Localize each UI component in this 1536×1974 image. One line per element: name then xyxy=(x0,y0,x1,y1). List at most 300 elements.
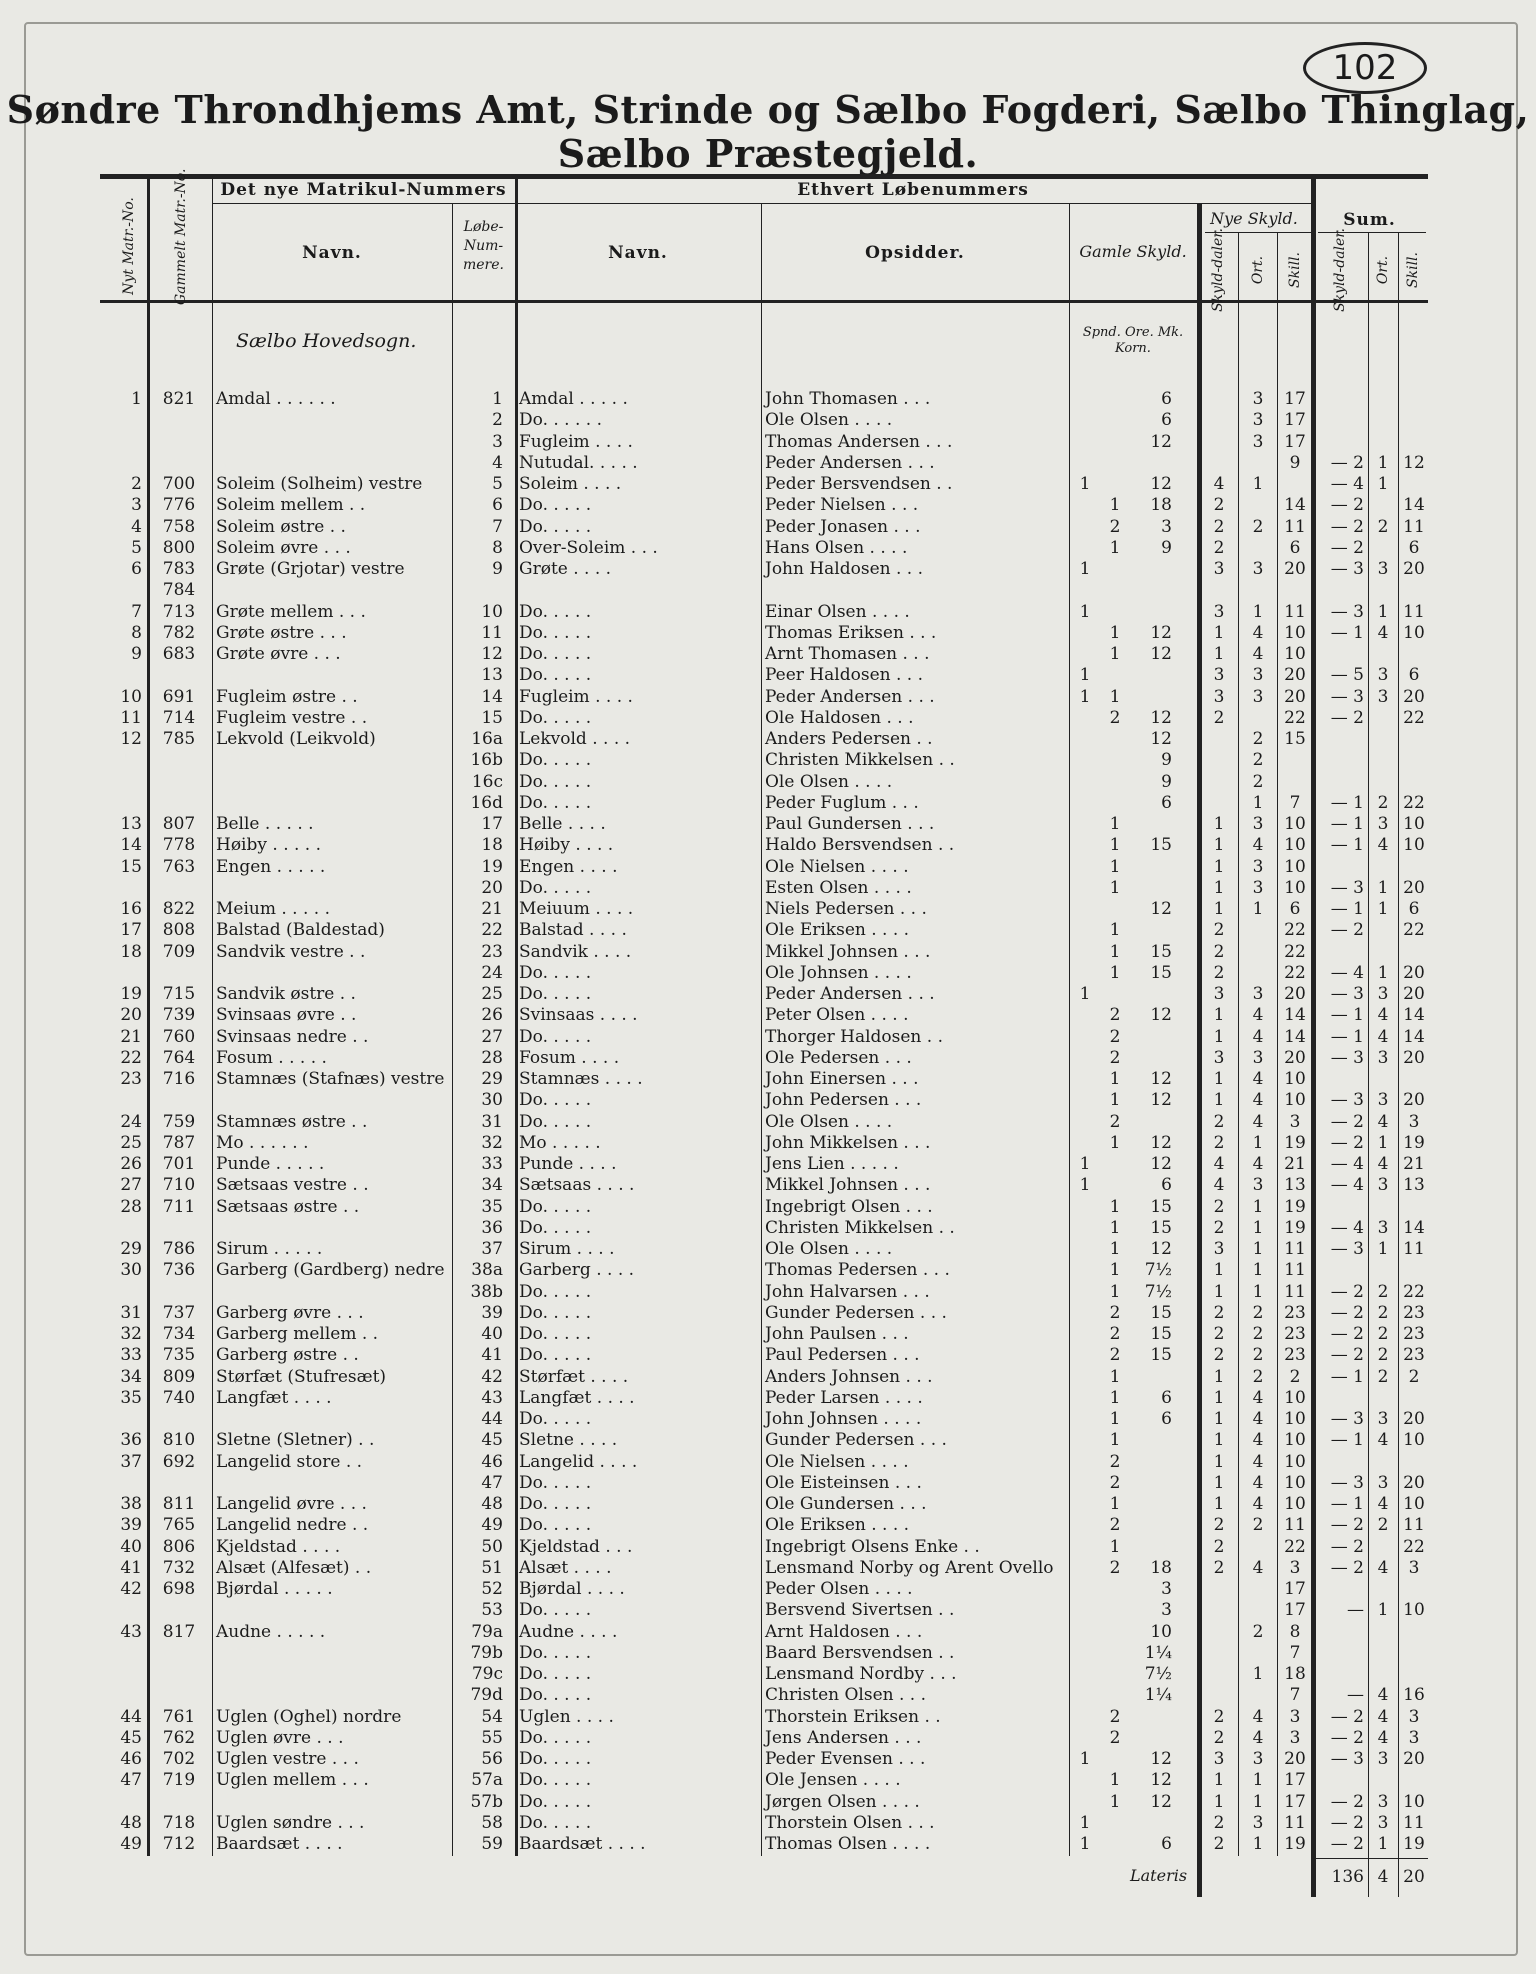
cell-lobe-nummer: 33 xyxy=(481,1154,503,1174)
cell-lobe-navn: Do. . . . . xyxy=(519,1217,592,1238)
cell-gamle-mk: 12 xyxy=(1150,1132,1172,1153)
cell-gamle-spnd: 1 xyxy=(1079,1834,1091,1854)
cell-nye-ort: 3 xyxy=(1252,984,1264,1004)
cell-nye-daler: 1 xyxy=(1213,1005,1225,1026)
cell-sum-ort: 2 xyxy=(1377,1324,1389,1344)
cell-nye-ort: 3 xyxy=(1252,1749,1264,1769)
cell-nye-ort: 2 xyxy=(1252,1345,1264,1366)
cell-nye-skill: 17 xyxy=(1284,431,1306,452)
cell-opsidder: Haldo Bersvendsen . . xyxy=(765,835,955,856)
cell-nye-daler: 2 xyxy=(1213,1345,1225,1366)
cell-lobe-nummer: 10 xyxy=(481,601,503,622)
cell-gamle-ore: 1 xyxy=(1109,1090,1121,1111)
cell-nyt-matr-no: 39 xyxy=(120,1515,142,1536)
cell-lobe-navn: Do. . . . . xyxy=(519,1664,592,1684)
header-navn-1: Navn. xyxy=(302,243,362,263)
cell-lobe-navn: Do. . . . . xyxy=(519,1685,592,1706)
cell-lobe-nummer: 51 xyxy=(481,1557,503,1578)
cell-opsidder: Thorstein Olsen . . . xyxy=(765,1812,935,1833)
cell-nyt-matr-no: 36 xyxy=(120,1430,142,1451)
page-number: 102 xyxy=(1303,42,1427,94)
cell-lobe-navn: Fugleim . . . . xyxy=(519,431,633,452)
cell-gamle-ore: 1 xyxy=(1109,1260,1121,1281)
cell-gammelt-matr-no: 800 xyxy=(162,537,196,558)
cell-lobe-nummer: 79b xyxy=(470,1642,503,1663)
cell-sum-ort: 2 xyxy=(1377,792,1389,813)
cell-gard-navn: Uglen mellem . . . xyxy=(216,1770,369,1791)
cell-sum-ort: 4 xyxy=(1377,1494,1389,1514)
cell-nye-skill: 11 xyxy=(1284,1260,1306,1281)
cell-gamle-ore: 1 xyxy=(1109,962,1121,983)
cell-nye-skill: 22 xyxy=(1284,941,1306,962)
cell-lobe-navn: Engen . . . . xyxy=(519,856,618,877)
cell-nye-daler: 2 xyxy=(1213,707,1225,728)
cell-lobe-nummer: 20 xyxy=(481,877,503,898)
cell-gard-navn: Meium . . . . . xyxy=(216,899,331,919)
cell-nye-skill: 10 xyxy=(1284,814,1306,834)
cell-gamle-ore: 2 xyxy=(1109,1345,1121,1366)
cell-gard-navn: Kjeldstad . . . . xyxy=(216,1536,341,1557)
cell-lobe-navn: Do. . . . . xyxy=(519,1642,592,1663)
cell-nye-skill: 23 xyxy=(1284,1302,1306,1323)
cell-gamle-ore: 1 xyxy=(1109,1494,1121,1514)
cell-sum-ort: 2 xyxy=(1377,516,1389,537)
cell-gard-navn: Størfæt (Stufresæt) xyxy=(216,1366,387,1387)
cell-nye-ort: 2 xyxy=(1252,1366,1264,1387)
cell-sum-daler: — 3 xyxy=(1330,601,1364,622)
cell-sum-skill: 16 xyxy=(1403,1685,1425,1706)
cell-opsidder: John Pedersen . . . xyxy=(765,1090,922,1111)
cell-lobe-nummer: 56 xyxy=(481,1749,503,1769)
cell-lobe-navn: Do. . . . . xyxy=(519,1770,592,1791)
cell-nye-daler: 2 xyxy=(1213,920,1225,941)
header-ort-1: Ort. xyxy=(1250,255,1266,285)
cell-nye-skill: 18 xyxy=(1284,1664,1306,1684)
cell-nyt-matr-no: 1 xyxy=(131,389,142,409)
cell-opsidder: Bersvend Sivertsen . . xyxy=(765,1600,955,1621)
cell-gamle-ore: 1 xyxy=(1109,856,1121,877)
cell-sum-daler: — 2 xyxy=(1330,920,1364,941)
cell-gamle-mk: 12 xyxy=(1150,899,1172,919)
cell-gamle-ore: 2 xyxy=(1109,1557,1121,1578)
col-divider-6 xyxy=(1069,203,1070,1856)
cell-gard-navn: Grøte øvre . . . xyxy=(216,644,341,664)
cell-nye-ort: 1 xyxy=(1252,1791,1264,1812)
cell-gard-navn: Garberg øvre . . . xyxy=(216,1302,364,1323)
cell-nye-daler: 2 xyxy=(1213,1727,1225,1748)
cell-nye-ort: 4 xyxy=(1252,1706,1264,1727)
cell-nye-daler: 2 xyxy=(1213,1812,1225,1833)
cell-gard-navn: Sætsaas østre . . xyxy=(216,1196,360,1217)
cell-sum-ort: 3 xyxy=(1377,1409,1389,1429)
cell-sum-ort: 3 xyxy=(1377,1175,1389,1196)
header-skill-1: Skill. xyxy=(1287,252,1303,288)
cell-lobe-navn: Do. . . . . xyxy=(519,1302,592,1323)
cell-lobe-navn: Do. . . . . xyxy=(519,1600,592,1621)
cell-sum-ort: 3 xyxy=(1377,1812,1389,1833)
cell-gamle-mk: 6 xyxy=(1161,410,1172,431)
cell-sum-daler: — 1 xyxy=(1330,792,1364,813)
cell-gammelt-matr-no: 817 xyxy=(162,1621,196,1642)
cell-gamle-mk: 18 xyxy=(1150,495,1172,516)
cell-lobe-nummer: 38a xyxy=(471,1260,503,1281)
cell-nye-ort: 1 xyxy=(1252,1770,1264,1791)
cell-lobe-nummer: 5 xyxy=(492,474,503,494)
cell-nyt-matr-no: 27 xyxy=(120,1175,142,1196)
cell-sum-skill: 6 xyxy=(1408,665,1420,686)
cell-nyt-matr-no: 18 xyxy=(120,941,142,962)
cell-nye-daler: 1 xyxy=(1213,1494,1225,1514)
cell-nye-skill: 10 xyxy=(1284,835,1306,856)
cell-nye-skill: 9 xyxy=(1289,452,1301,473)
cell-sum-daler: — 2 xyxy=(1330,1557,1364,1578)
cell-sum-ort: 1 xyxy=(1377,1834,1389,1854)
cell-nye-skill: 20 xyxy=(1284,665,1306,686)
cell-gammelt-matr-no: 718 xyxy=(162,1812,196,1833)
cell-nye-ort: 3 xyxy=(1252,877,1264,898)
cell-gamle-ore: 2 xyxy=(1109,1111,1121,1132)
cell-sum-daler: — 1 xyxy=(1330,1494,1364,1514)
cell-lobe-navn: Do. . . . . xyxy=(519,1090,592,1111)
cell-lobe-navn: Do. . . . . xyxy=(519,1727,592,1748)
cell-sum-skill: 20 xyxy=(1403,984,1425,1004)
cell-gamle-mk: 12 xyxy=(1150,1749,1172,1769)
cell-gammelt-matr-no: 786 xyxy=(162,1239,196,1259)
cell-nye-ort: 2 xyxy=(1252,771,1264,792)
cell-nye-skill: 19 xyxy=(1284,1132,1306,1153)
cell-nye-ort: 4 xyxy=(1252,1005,1264,1026)
cell-lobe-nummer: 54 xyxy=(481,1706,503,1727)
cell-opsidder: Christen Olsen . . . xyxy=(765,1685,927,1706)
cell-sum-skill: 22 xyxy=(1403,1281,1425,1302)
cell-nye-daler: 2 xyxy=(1213,1557,1225,1578)
cell-gamle-ore: 1 xyxy=(1109,644,1121,664)
cell-opsidder: Peder Evensen . . . xyxy=(765,1749,926,1769)
cell-opsidder: Peder Andersen . . . xyxy=(765,686,935,707)
cell-nye-skill: 10 xyxy=(1284,1430,1306,1451)
header-navn-2: Navn. xyxy=(608,243,668,263)
cell-gard-navn: Garberg mellem . . xyxy=(216,1324,379,1344)
cell-sum-daler: — 1 xyxy=(1330,622,1364,643)
cell-gamle-mk: 12 xyxy=(1150,622,1172,643)
cell-opsidder: Gunder Pedersen . . . xyxy=(765,1302,947,1323)
cell-lobe-nummer: 17 xyxy=(481,814,503,834)
cell-gamle-mk: 15 xyxy=(1150,1302,1172,1323)
cell-sum-daler: — 2 xyxy=(1330,516,1364,537)
cell-gamle-mk: 3 xyxy=(1161,1579,1172,1599)
cell-nye-daler: 2 xyxy=(1213,516,1225,537)
cell-sum-skill: 3 xyxy=(1408,1706,1420,1727)
cell-gamle-mk: 6 xyxy=(1161,1834,1172,1854)
cell-nye-skill: 10 xyxy=(1284,644,1306,664)
cell-lobe-navn: Sirum . . . . xyxy=(519,1239,615,1259)
cell-gamle-spnd: 1 xyxy=(1079,1749,1091,1769)
cell-nye-ort: 1 xyxy=(1252,899,1264,919)
cell-gamle-mk: 1¼ xyxy=(1144,1685,1172,1706)
cell-gammelt-matr-no: 785 xyxy=(162,729,196,749)
cell-lobe-nummer: 16b xyxy=(470,750,503,771)
cell-gammelt-matr-no: 702 xyxy=(162,1749,196,1769)
cell-nyt-matr-no: 25 xyxy=(120,1132,142,1153)
cell-nye-daler: 2 xyxy=(1213,962,1225,983)
cell-nye-ort: 4 xyxy=(1252,1387,1264,1408)
cell-lobe-navn: Mo . . . . . xyxy=(519,1132,601,1153)
cell-nye-skill: 22 xyxy=(1284,1536,1306,1557)
cell-lobe-nummer: 46 xyxy=(481,1451,503,1472)
cell-gamle-ore: 1 xyxy=(1109,537,1121,558)
cell-nye-skill: 10 xyxy=(1284,1069,1306,1089)
cell-lobe-navn: Do. . . . . xyxy=(519,750,592,771)
cell-lobe-navn: Uglen . . . . xyxy=(519,1706,614,1727)
cell-sum-daler: — 2 xyxy=(1330,1834,1364,1854)
cell-nye-ort: 4 xyxy=(1252,1090,1264,1111)
cell-sum-daler: — 3 xyxy=(1330,877,1364,898)
header-det-nye-matrikul-nummers: Det nye Matrikul-Nummers xyxy=(220,180,507,200)
cell-lobe-nummer: 26 xyxy=(481,1005,503,1026)
cell-nye-skill: 11 xyxy=(1284,1812,1306,1833)
cell-nyt-matr-no: 6 xyxy=(131,559,142,579)
cell-nye-ort: 1 xyxy=(1252,792,1264,813)
cell-lobe-nummer: 9 xyxy=(492,559,503,579)
cell-nye-skill: 2 xyxy=(1289,1366,1301,1387)
cell-gammelt-matr-no: 713 xyxy=(162,601,196,622)
cell-gammelt-matr-no: 712 xyxy=(162,1834,196,1854)
cell-opsidder: Anders Johnsen . . . xyxy=(765,1366,933,1387)
cell-nye-skill: 6 xyxy=(1289,537,1301,558)
cell-gamle-mk: 3 xyxy=(1161,516,1172,537)
total-skill: 20 xyxy=(1403,1867,1425,1887)
parish-heading: Sælbo Hovedsogn. xyxy=(236,330,417,352)
cell-nyt-matr-no: 28 xyxy=(120,1196,142,1217)
cell-lobe-nummer: 27 xyxy=(481,1026,503,1047)
cell-gamle-mk: 12 xyxy=(1150,1069,1172,1089)
cell-nye-ort: 2 xyxy=(1252,1515,1264,1536)
cell-nyt-matr-no: 49 xyxy=(120,1834,142,1854)
cell-opsidder: Einar Olsen . . . . xyxy=(765,601,910,622)
cell-gammelt-matr-no: 821 xyxy=(162,389,196,409)
cell-nye-ort: 2 xyxy=(1252,729,1264,749)
cell-nye-skill: 20 xyxy=(1284,1749,1306,1769)
cell-lobe-navn: Do. . . . . xyxy=(519,962,592,983)
cell-nye-daler: 1 xyxy=(1213,1430,1225,1451)
cell-gard-navn: Engen . . . . . xyxy=(216,856,326,877)
cell-nyt-matr-no: 11 xyxy=(120,707,142,728)
cell-gamle-ore: 1 xyxy=(1109,814,1121,834)
cell-gamle-spnd: 1 xyxy=(1079,474,1091,494)
total-ort: 4 xyxy=(1377,1867,1389,1887)
cell-sum-daler: — 1 xyxy=(1330,1026,1364,1047)
cell-gammelt-matr-no: 762 xyxy=(162,1727,196,1748)
cell-gamle-spnd: 1 xyxy=(1079,686,1091,707)
cell-nye-skill: 17 xyxy=(1284,1600,1306,1621)
cell-lobe-navn: Do. . . . . xyxy=(519,1791,592,1812)
cell-gard-navn: Uglen (Oghel) nordre xyxy=(216,1706,402,1727)
cell-opsidder: Mikkel Johnsen . . . xyxy=(765,1175,931,1196)
cell-nye-daler: 1 xyxy=(1213,877,1225,898)
cell-gard-navn: Audne . . . . . xyxy=(216,1621,326,1642)
cell-lobe-navn: Lekvold . . . . xyxy=(519,729,631,749)
cell-gamle-mk: 15 xyxy=(1150,941,1172,962)
cell-nye-skill: 10 xyxy=(1284,877,1306,898)
cell-gamle-mk: 15 xyxy=(1150,962,1172,983)
cell-sum-daler: — 4 xyxy=(1330,474,1364,494)
cell-gammelt-matr-no: 759 xyxy=(162,1111,196,1132)
cell-gammelt-matr-no: 763 xyxy=(162,856,196,877)
cell-lobe-navn: Do. . . . . xyxy=(519,516,592,537)
cell-lobe-nummer: 41 xyxy=(481,1345,503,1366)
cell-lobe-nummer: 50 xyxy=(481,1536,503,1557)
cell-nye-daler: 3 xyxy=(1213,1749,1225,1769)
cell-gamle-mk: 9 xyxy=(1161,537,1172,558)
cell-gamle-mk: 12 xyxy=(1150,1154,1172,1174)
cell-gammelt-matr-no: 809 xyxy=(162,1366,196,1387)
cell-sum-daler: — 3 xyxy=(1330,1090,1364,1111)
cell-sum-skill: 3 xyxy=(1408,1727,1420,1748)
cell-opsidder: Ingebrigt Olsens Enke . . xyxy=(765,1536,980,1557)
cell-opsidder: John Mikkelsen . . . xyxy=(765,1132,931,1153)
cell-sum-daler: — 3 xyxy=(1330,1472,1364,1493)
cell-nye-ort: 4 xyxy=(1252,1111,1264,1132)
cell-gard-navn: Soleim østre . . xyxy=(216,516,346,537)
cell-gard-navn: Svinsaas øvre . . xyxy=(216,1005,357,1026)
cell-lobe-nummer: 21 xyxy=(481,899,503,919)
col-divider-8 xyxy=(1238,232,1239,1856)
cell-sum-daler: — 2 xyxy=(1330,537,1364,558)
cell-lobe-nummer: 34 xyxy=(481,1175,503,1196)
cell-opsidder: Peer Haldosen . . . xyxy=(765,665,923,686)
cell-opsidder: Ole Olsen . . . . xyxy=(765,410,893,431)
cell-gamle-mk: 12 xyxy=(1150,729,1172,749)
cell-opsidder: Christen Mikkelsen . . xyxy=(765,1217,955,1238)
cell-gard-navn: Langelid nedre . . xyxy=(216,1515,369,1536)
cell-gammelt-matr-no: 698 xyxy=(162,1579,196,1599)
cell-gamle-mk: 12 xyxy=(1150,1005,1172,1026)
cell-gammelt-matr-no: 737 xyxy=(162,1302,196,1323)
cell-lobe-navn: Do. . . . . xyxy=(519,1812,592,1833)
cell-gamle-mk: 3 xyxy=(1161,1600,1172,1621)
cell-gamle-ore: 2 xyxy=(1109,1515,1121,1536)
cell-nye-daler: 3 xyxy=(1213,559,1225,579)
cell-lobe-nummer: 44 xyxy=(481,1409,503,1429)
cell-nye-skill: 14 xyxy=(1284,495,1306,516)
cell-lobe-nummer: 58 xyxy=(481,1812,503,1833)
cell-nyt-matr-no: 26 xyxy=(120,1154,142,1174)
cell-gamle-mk: 7½ xyxy=(1144,1664,1172,1684)
cell-gamle-ore: 2 xyxy=(1109,1047,1121,1068)
cell-sum-daler: — xyxy=(1347,1685,1364,1706)
cell-lobe-nummer: 38b xyxy=(470,1281,503,1302)
cell-lobe-nummer: 13 xyxy=(481,665,503,686)
cell-gamle-ore: 1 xyxy=(1109,1217,1121,1238)
cell-nye-daler: 2 xyxy=(1213,1132,1225,1153)
cell-gamle-mk: 12 xyxy=(1150,1239,1172,1259)
cell-lobe-nummer: 4 xyxy=(492,452,503,473)
title-line-1: Søndre Throndhjems Amt, Strinde og Sælbo Fogderi, Sælbo Thinglag, xyxy=(6,87,1530,132)
cell-gard-navn: Bjørdal . . . . . xyxy=(216,1579,333,1599)
cell-lobe-nummer: 29 xyxy=(481,1069,503,1089)
cell-gard-navn: Stamnæs (Stafnæs) vestre xyxy=(216,1069,445,1089)
cell-sum-skill: 20 xyxy=(1403,1090,1425,1111)
cell-nyt-matr-no: 48 xyxy=(120,1812,142,1833)
cell-nye-daler: 4 xyxy=(1213,474,1225,494)
cell-sum-daler: — 2 xyxy=(1330,707,1364,728)
cell-opsidder: Thomas Olsen . . . . xyxy=(765,1834,931,1854)
cell-opsidder: Thomas Pedersen . . . xyxy=(765,1260,950,1281)
cell-sum-daler: — 3 xyxy=(1330,1409,1364,1429)
cell-lobe-nummer: 16a xyxy=(471,729,503,749)
cell-lobe-nummer: 23 xyxy=(481,941,503,962)
cell-sum-ort: 1 xyxy=(1377,1600,1389,1621)
cell-nye-ort: 1 xyxy=(1252,601,1264,622)
cell-sum-ort: 4 xyxy=(1377,1685,1389,1706)
cell-gamle-mk: 6 xyxy=(1161,792,1172,813)
cell-sum-daler: — 2 xyxy=(1330,1132,1364,1153)
cell-gamle-spnd: 1 xyxy=(1079,984,1091,1004)
cell-opsidder: Arnt Thomasen . . . xyxy=(765,644,930,664)
cell-nye-skill: 3 xyxy=(1289,1706,1301,1727)
cell-gamle-ore: 2 xyxy=(1109,1472,1121,1493)
cell-sum-skill: 20 xyxy=(1403,877,1425,898)
cell-nye-ort: 1 xyxy=(1252,1664,1264,1684)
cell-nye-daler: 3 xyxy=(1213,686,1225,707)
cell-opsidder: Ole Olsen . . . . xyxy=(765,771,893,792)
cell-nye-daler: 2 xyxy=(1213,1834,1225,1854)
cell-sum-ort: 1 xyxy=(1377,601,1389,622)
cell-opsidder: Paul Gundersen . . . xyxy=(765,814,935,834)
cell-nye-daler: 1 xyxy=(1213,1069,1225,1089)
cell-nye-skill: 7 xyxy=(1289,1685,1301,1706)
cell-nye-ort: 3 xyxy=(1252,1175,1264,1196)
cell-nye-skill: 10 xyxy=(1284,1387,1306,1408)
cell-nyt-matr-no: 9 xyxy=(131,644,142,664)
cell-gamle-mk: 15 xyxy=(1150,835,1172,856)
cell-gard-navn: Langfæt . . . . xyxy=(216,1387,332,1408)
cell-lobe-navn: Langelid . . . . xyxy=(519,1451,638,1472)
cell-nye-skill: 14 xyxy=(1284,1026,1306,1047)
cell-nye-ort: 1 xyxy=(1252,1834,1264,1854)
cell-lobe-navn: Do. . . . . xyxy=(519,984,592,1004)
header-skyld-daler-2: Skyld-daler. xyxy=(1332,228,1348,312)
cell-sum-daler: — 3 xyxy=(1330,1047,1364,1068)
cell-sum-ort: 2 xyxy=(1377,1302,1389,1323)
cell-gamle-ore: 2 xyxy=(1109,1302,1121,1323)
cell-lobe-navn: Do. . . . . xyxy=(519,1196,592,1217)
cell-gamle-spnd: 1 xyxy=(1079,1154,1091,1174)
cell-opsidder: Ole Nielsen . . . . xyxy=(765,1451,909,1472)
cell-nye-skill: 10 xyxy=(1284,622,1306,643)
cell-opsidder: Peder Andersen . . . xyxy=(765,984,935,1004)
cell-opsidder: Thorger Haldosen . . xyxy=(765,1026,943,1047)
cell-nye-ort: 4 xyxy=(1252,622,1264,643)
cell-nye-ort: 2 xyxy=(1252,516,1264,537)
cell-lobe-nummer: 43 xyxy=(481,1387,503,1408)
cell-sum-skill: 20 xyxy=(1403,559,1425,579)
cell-sum-skill: 10 xyxy=(1403,1600,1425,1621)
cell-opsidder: Gunder Pedersen . . . xyxy=(765,1430,947,1451)
cell-opsidder: Ole Eisteinsen . . . xyxy=(765,1472,922,1493)
cell-sum-daler: — 3 xyxy=(1330,559,1364,579)
cell-sum-ort: 3 xyxy=(1377,1749,1389,1769)
cell-sum-ort: 2 xyxy=(1377,1345,1389,1366)
cell-nye-ort: 4 xyxy=(1252,1026,1264,1047)
cell-nye-daler: 4 xyxy=(1213,1154,1225,1174)
cell-nyt-matr-no: 24 xyxy=(120,1111,142,1132)
cell-gammelt-matr-no: 782 xyxy=(162,622,196,643)
cell-gammelt-matr-no: 760 xyxy=(162,1026,196,1047)
cell-lobe-navn: Belle . . . . xyxy=(519,814,606,834)
cell-nyt-matr-no: 47 xyxy=(120,1770,142,1791)
cell-sum-ort: 4 xyxy=(1377,622,1389,643)
